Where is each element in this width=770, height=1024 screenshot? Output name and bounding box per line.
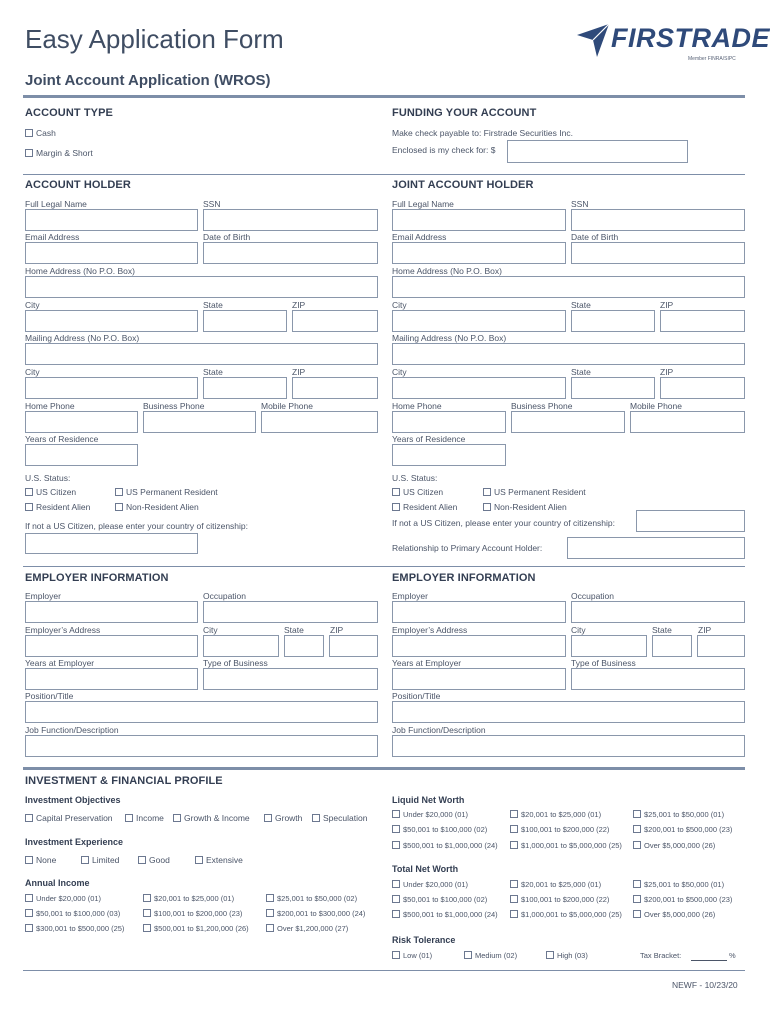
joint-city-field[interactable] (392, 310, 566, 332)
employer-zip-field[interactable] (329, 635, 378, 657)
zip-field[interactable] (292, 310, 378, 332)
checkbox[interactable] (115, 488, 123, 496)
joint-employer-zip-field[interactable] (697, 635, 745, 657)
total-option[interactable]: $1,000,001 to $5,000,000 (25) (510, 910, 622, 919)
total-option[interactable]: $500,001 to $1,000,000 (24) (392, 910, 498, 919)
home-address-field[interactable] (25, 276, 378, 298)
occupation-label: Occupation (203, 591, 246, 601)
checkbox[interactable] (392, 810, 400, 818)
tax-bracket-field[interactable] (691, 960, 727, 961)
years-employer-label: Years at Employer (25, 658, 95, 668)
joint-dob-field[interactable] (571, 242, 745, 264)
home-phone-field[interactable] (25, 411, 138, 433)
total-option[interactable]: $50,001 to $100,000 (02) (392, 895, 487, 904)
zip-label: ZIP (660, 300, 674, 310)
checkbox[interactable] (312, 814, 320, 822)
joint-position-field[interactable] (392, 701, 745, 723)
mailing-address-label: Mailing Address (No P.O. Box) (392, 333, 507, 343)
us-citizen-option[interactable]: US Citizen (392, 487, 443, 497)
income-option[interactable]: Over $1,200,000 (27) (266, 924, 348, 933)
funding-heading: FUNDING YOUR ACCOUNT (392, 107, 537, 119)
joint-state-field[interactable] (571, 377, 655, 399)
position-label: Position/Title (25, 691, 74, 701)
total-option[interactable]: $20,001 to $25,000 (01) (510, 880, 601, 889)
checkbox[interactable] (483, 503, 491, 511)
income-option[interactable]: $100,001 to $200,000 (23) (143, 909, 242, 918)
income-option[interactable]: $500,001 to $1,200,000 (26) (143, 924, 249, 933)
occupation-field[interactable] (203, 601, 378, 623)
checkbox[interactable] (392, 880, 400, 888)
cash-option[interactable]: Cash (25, 128, 56, 138)
total-option[interactable]: $200,001 to $500,000 (23) (633, 895, 732, 904)
ssn-field[interactable] (203, 209, 378, 231)
occupation-label: Occupation (571, 591, 614, 601)
state-field[interactable] (203, 310, 287, 332)
form-title: Easy Application Form (25, 24, 284, 54)
liquid-option[interactable]: $500,001 to $1,000,000 (24) (392, 841, 498, 850)
total-option[interactable]: $100,001 to $200,000 (22) (510, 895, 609, 904)
margin-option[interactable]: Margin & Short (25, 148, 93, 158)
joint-home-phone-field[interactable] (392, 411, 506, 433)
risk-option[interactable]: High (03) (546, 951, 588, 960)
city-label: City (25, 300, 40, 310)
profile-heading: INVESTMENT & FINANCIAL PROFILE (25, 775, 223, 787)
checkbox[interactable] (510, 841, 518, 849)
zip-label: ZIP (698, 625, 712, 635)
checkbox[interactable] (633, 880, 641, 888)
checkbox[interactable] (25, 129, 33, 137)
liquid-option[interactable]: Under $20,000 (01) (392, 810, 468, 819)
joint-email-field[interactable] (392, 242, 566, 264)
dob-label: Date of Birth (203, 232, 251, 242)
job-label: Job Function/Description (392, 725, 486, 735)
resident-alien-option[interactable]: Resident Alien (392, 502, 457, 512)
checkbox[interactable] (633, 841, 641, 849)
joint-citizenship-field[interactable] (636, 510, 745, 532)
liquid-option[interactable]: $25,001 to $50,000 (01) (633, 810, 724, 819)
checkbox[interactable] (138, 856, 146, 864)
business-type-field[interactable] (203, 668, 378, 690)
email-field[interactable] (25, 242, 198, 264)
employer-label: Employer (25, 591, 61, 601)
city-label: City (571, 625, 586, 635)
joint-years-employer-field[interactable] (392, 668, 566, 690)
checkbox[interactable] (392, 910, 400, 918)
dob-field[interactable] (203, 242, 378, 264)
job-label: Job Function/Description (25, 725, 119, 735)
checkbox[interactable] (510, 910, 518, 918)
checkbox[interactable] (25, 503, 33, 511)
mobile-phone-label: Mobile Phone (261, 401, 313, 411)
objective-option[interactable]: Income (125, 813, 164, 823)
us-status-label: U.S. Status: (392, 473, 438, 483)
state-label: State (203, 367, 223, 377)
account-type-heading: ACCOUNT TYPE (25, 107, 113, 119)
checkbox[interactable] (510, 810, 518, 818)
income-option[interactable]: $200,001 to $300,000 (24) (266, 909, 365, 918)
joint-employer-heading: EMPLOYER INFORMATION (392, 572, 536, 584)
city-label: City (25, 367, 40, 377)
city-label: City (392, 300, 407, 310)
tax-bracket-label: Tax Bracket: (640, 951, 682, 960)
employer-address-label: Employer’s Address (25, 625, 101, 635)
checkbox[interactable] (392, 951, 400, 959)
zip-field[interactable] (292, 377, 378, 399)
zip-label: ZIP (330, 625, 344, 635)
joint-job-field[interactable] (392, 735, 745, 757)
checkbox[interactable] (143, 909, 151, 917)
full-name-label: Full Legal Name (392, 199, 454, 209)
business-phone-label: Business Phone (143, 401, 205, 411)
joint-business-phone-field[interactable] (511, 411, 625, 433)
employer-address-label: Employer’s Address (392, 625, 468, 635)
checkbox[interactable] (25, 149, 33, 157)
checkbox[interactable] (25, 814, 33, 822)
income-option[interactable]: $50,001 to $100,000 (03) (25, 909, 120, 918)
income-label: Annual Income (25, 878, 90, 888)
account-holder-heading: ACCOUNT HOLDER (25, 179, 131, 191)
liquid-option[interactable]: $100,001 to $200,000 (22) (510, 825, 609, 834)
divider (23, 767, 745, 770)
divider (23, 174, 745, 175)
checkbox[interactable] (25, 924, 33, 932)
check-amount-field[interactable] (507, 140, 688, 163)
full-name-field[interactable] (25, 209, 198, 231)
objective-option[interactable]: Growth & Income (173, 813, 250, 823)
total-option[interactable]: Over $5,000,000 (26) (633, 910, 715, 919)
us-citizen-option[interactable]: US Citizen (25, 487, 76, 497)
joint-full-name-field[interactable] (392, 209, 566, 231)
state-label: State (571, 300, 591, 310)
dob-label: Date of Birth (571, 232, 619, 242)
checkbox[interactable] (266, 894, 274, 902)
checkbox[interactable] (125, 814, 133, 822)
liquid-option[interactable]: $50,001 to $100,000 (02) (392, 825, 487, 834)
email-label: Email Address (392, 232, 447, 242)
income-option[interactable]: $25,001 to $50,000 (02) (266, 894, 357, 903)
checkbox[interactable] (195, 856, 203, 864)
city-field[interactable] (25, 377, 198, 399)
zip-label: ZIP (292, 300, 306, 310)
joint-years-residence-field[interactable] (392, 444, 506, 466)
checkbox[interactable] (25, 909, 33, 917)
joint-occupation-field[interactable] (571, 601, 745, 623)
checkbox[interactable] (115, 503, 123, 511)
citizenship-label: If not a US Citizen, please enter your country of citizenship: (392, 518, 616, 528)
total-option[interactable]: $25,001 to $50,000 (01) (633, 880, 724, 889)
checkbox[interactable] (392, 841, 400, 849)
joint-mobile-phone-field[interactable] (630, 411, 745, 433)
checkbox[interactable] (483, 488, 491, 496)
ssn-label: SSN (571, 199, 589, 209)
checkbox[interactable] (25, 894, 33, 902)
mailing-address-label: Mailing Address (No P.O. Box) (25, 333, 140, 343)
checkbox[interactable] (633, 825, 641, 833)
state-label: State (284, 625, 304, 635)
business-phone-label: Business Phone (511, 401, 573, 411)
objective-option[interactable]: Growth (264, 813, 302, 823)
risk-option[interactable]: Medium (02) (464, 951, 517, 960)
checkbox[interactable] (464, 951, 472, 959)
ssn-label: SSN (203, 199, 221, 209)
checkbox[interactable] (546, 951, 554, 959)
income-option[interactable]: $20,001 to $25,000 (01) (143, 894, 234, 903)
job-field[interactable] (25, 735, 378, 757)
experience-option[interactable]: Good (138, 855, 170, 865)
business-type-label: Type of Business (203, 658, 268, 668)
state-field[interactable] (203, 377, 287, 399)
form-subtitle: Joint Account Application (WROS) (25, 72, 271, 89)
city-label: City (203, 625, 218, 635)
relationship-field[interactable] (567, 537, 745, 559)
joint-holder-heading: JOINT ACCOUNT HOLDER (392, 179, 534, 191)
enclosed-label: Enclosed is my check for: $ (392, 145, 496, 155)
checkbox[interactable] (143, 924, 151, 932)
employer-address-field[interactable] (25, 635, 198, 657)
checkbox[interactable] (143, 894, 151, 902)
divider (23, 95, 745, 98)
city-field[interactable] (25, 310, 198, 332)
mobile-phone-field[interactable] (261, 411, 378, 433)
objective-option[interactable]: Speculation (312, 813, 367, 823)
liquid-net-worth-label: Liquid Net Worth (392, 795, 465, 805)
zip-label: ZIP (292, 367, 306, 377)
checkbox[interactable] (392, 488, 400, 496)
business-phone-field[interactable] (143, 411, 256, 433)
checkbox[interactable] (510, 825, 518, 833)
member-note: Member FINRA/SIPC (688, 56, 736, 62)
home-phone-label: Home Phone (392, 401, 442, 411)
total-net-worth-label: Total Net Worth (392, 864, 459, 874)
joint-employer-state-field[interactable] (652, 635, 692, 657)
checkbox[interactable] (392, 825, 400, 833)
employer-heading: EMPLOYER INFORMATION (25, 572, 169, 584)
employer-city-field[interactable] (203, 635, 279, 657)
joint-employer-address-field[interactable] (392, 635, 566, 657)
divider (23, 566, 745, 567)
experience-label: Investment Experience (25, 837, 124, 847)
liquid-option[interactable]: $200,001 to $500,000 (23) (633, 825, 732, 834)
checkbox[interactable] (25, 856, 33, 864)
checkbox[interactable] (633, 895, 641, 903)
joint-employer-city-field[interactable] (571, 635, 647, 657)
home-address-label: Home Address (No P.O. Box) (25, 266, 135, 276)
experience-option[interactable]: Extensive (195, 855, 243, 865)
liquid-option[interactable]: $1,000,001 to $5,000,000 (25) (510, 841, 622, 850)
checkbox[interactable] (266, 909, 274, 917)
relationship-label: Relationship to Primary Account Holder: (392, 543, 543, 553)
joint-zip-field[interactable] (660, 377, 745, 399)
state-label: State (203, 300, 223, 310)
us-status-label: U.S. Status: (25, 473, 71, 483)
checkbox[interactable] (510, 880, 518, 888)
joint-state-field[interactable] (571, 310, 655, 332)
non-resident-alien-option[interactable]: Non-Resident Alien (115, 502, 199, 512)
checkbox[interactable] (392, 895, 400, 903)
business-type-label: Type of Business (571, 658, 636, 668)
position-label: Position/Title (392, 691, 441, 701)
years-residence-label: Years of Residence (25, 434, 99, 444)
years-residence-label: Years of Residence (392, 434, 466, 444)
joint-business-type-field[interactable] (571, 668, 745, 690)
years-employer-field[interactable] (25, 668, 198, 690)
city-label: City (392, 367, 407, 377)
employer-field[interactable] (25, 601, 198, 623)
form-version: NEWF - 10/23/20 (672, 980, 738, 990)
income-option[interactable]: $300,001 to $500,000 (25) (25, 924, 124, 933)
mailing-address-field[interactable] (25, 343, 378, 365)
employer-state-field[interactable] (284, 635, 324, 657)
checkbox[interactable] (266, 924, 274, 932)
liquid-option[interactable]: $20,001 to $25,000 (01) (510, 810, 601, 819)
joint-zip-field[interactable] (660, 310, 745, 332)
tax-percent: % (729, 951, 736, 960)
joint-ssn-field[interactable] (571, 209, 745, 231)
income-option[interactable]: Under $20,000 (01) (25, 894, 101, 903)
divider (23, 970, 745, 971)
payable-note: Make check payable to: Firstrade Securities Inc. (392, 128, 573, 138)
mobile-phone-label: Mobile Phone (630, 401, 682, 411)
joint-mailing-address-field[interactable] (392, 343, 745, 365)
us-pr-option[interactable]: US Permanent Resident (483, 487, 586, 497)
joint-city-field[interactable] (392, 377, 566, 399)
checkbox[interactable] (392, 503, 400, 511)
zip-label: ZIP (660, 367, 674, 377)
experience-option[interactable]: Limited (81, 855, 119, 865)
checkbox[interactable] (633, 910, 641, 918)
years-employer-label: Years at Employer (392, 658, 462, 668)
state-label: State (652, 625, 672, 635)
risk-option[interactable]: Low (01) (392, 951, 432, 960)
resident-alien-option[interactable]: Resident Alien (25, 502, 90, 512)
objectives-label: Investment Objectives (25, 795, 121, 805)
us-pr-option[interactable]: US Permanent Resident (115, 487, 218, 497)
firstrade-logo: FIRSTRADE (611, 23, 770, 53)
home-phone-label: Home Phone (25, 401, 75, 411)
citizenship-field[interactable] (25, 533, 198, 554)
checkbox[interactable] (173, 814, 181, 822)
checkbox[interactable] (633, 810, 641, 818)
state-label: State (571, 367, 591, 377)
total-option[interactable]: Under $20,000 (01) (392, 880, 468, 889)
email-label: Email Address (25, 232, 80, 242)
home-address-label: Home Address (No P.O. Box) (392, 266, 502, 276)
citizenship-label: If not a US Citizen, please enter your country of citizenship: (25, 521, 249, 531)
joint-home-address-field[interactable] (392, 276, 745, 298)
experience-option[interactable]: None (25, 855, 56, 865)
checkbox[interactable] (264, 814, 272, 822)
checkbox[interactable] (25, 488, 33, 496)
employer-label: Employer (392, 591, 428, 601)
liquid-option[interactable]: Over $5,000,000 (26) (633, 841, 715, 850)
risk-tolerance-label: Risk Tolerance (392, 935, 456, 945)
years-residence-field[interactable] (25, 444, 138, 466)
non-resident-alien-option[interactable]: Non-Resident Alien (483, 502, 567, 512)
full-name-label: Full Legal Name (25, 199, 87, 209)
joint-employer-field[interactable] (392, 601, 566, 623)
position-field[interactable] (25, 701, 378, 723)
objective-option[interactable]: Capital Preservation (25, 813, 113, 823)
checkbox[interactable] (510, 895, 518, 903)
checkbox[interactable] (81, 856, 89, 864)
firstrade-arrow-icon (575, 22, 611, 60)
